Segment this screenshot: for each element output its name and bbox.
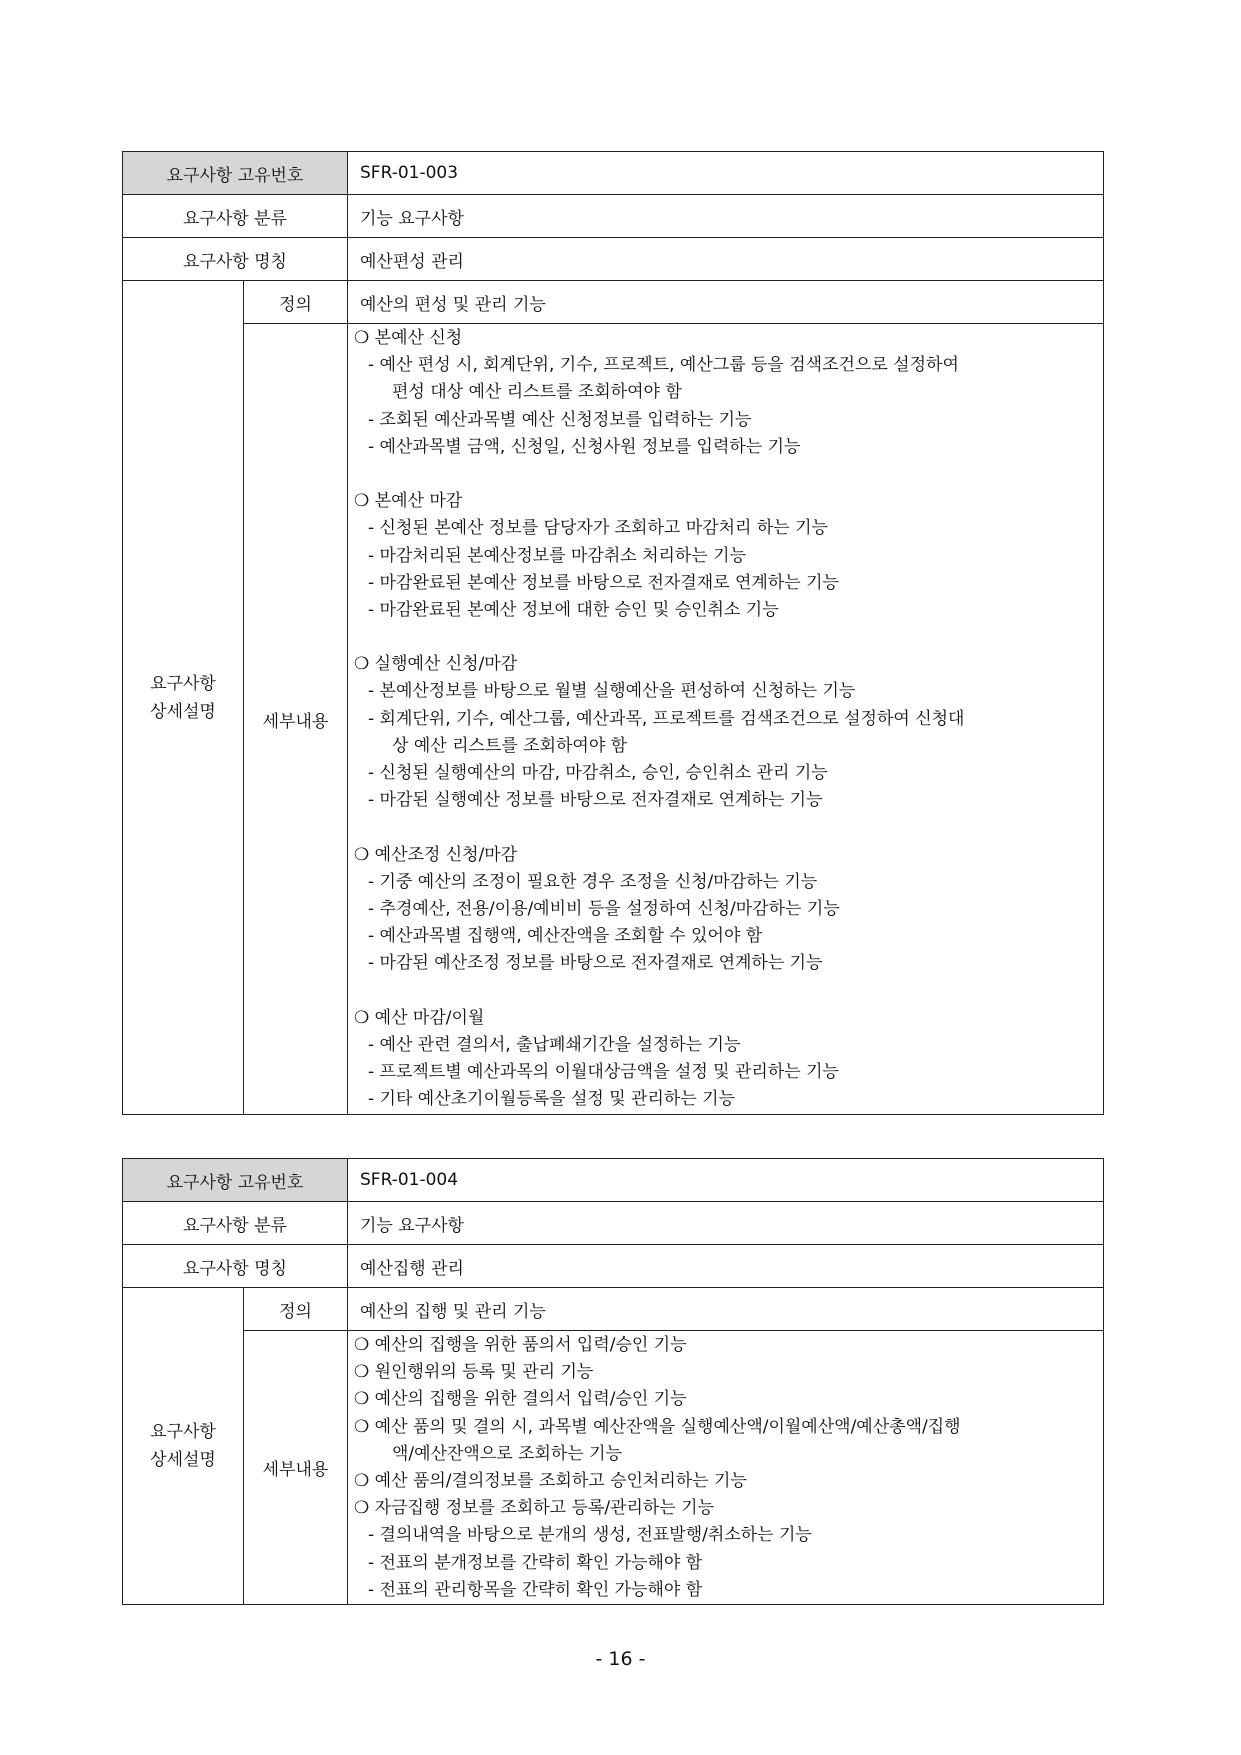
definition-label: 정의 (244, 1288, 348, 1331)
name-label: 요구사항 명칭 (123, 1245, 348, 1288)
detail-line: - 회계단위, 기수, 예산그룹, 예산과목, 프로젝트를 검색조건으로 설정하여 신청대 (368, 708, 965, 729)
detail-line: - 결의내역을 바탕으로 분개의 생성, 전표발행/취소하는 기능 (368, 1525, 812, 1546)
id-label: 요구사항 고유번호 (123, 152, 348, 195)
detail-line: - 추경예산, 전용/이용/예비비 등을 설정하여 신청/마감하는 기능 (368, 898, 840, 919)
detail-line: - 전표의 분개정보를 간략히 확인 가능해야 함 (368, 1552, 703, 1573)
detail-line: - 본예산정보를 바탕으로 월별 실행예산을 편성하여 신청하는 기능 (368, 681, 856, 702)
category-value: 기능 요구사항 (348, 1202, 1104, 1245)
blank-line (354, 461, 1103, 488)
detail-label (123, 281, 244, 1115)
detail-line: - 기타 예산초기이월등록을 설정 및 관리하는 기능 (368, 1089, 735, 1110)
bullet-item: ❍ 예산의 집행을 위한 품의서 입력/승인 기능 (354, 1335, 687, 1355)
bullet-item: ❍ 본예산 신청 (354, 328, 463, 348)
blank-line (354, 814, 1103, 841)
detail-line: - 프로젝트별 예산과목의 이월대상금액을 설정 및 관리하는 기능 (368, 1062, 839, 1083)
name-label: 요구사항 명칭 (123, 238, 348, 281)
bullet-item: ❍ 본예산 마감 (354, 491, 463, 512)
bullet-item: ❍ 원인행위의 등록 및 관리 기능 (354, 1362, 594, 1383)
bullet-item: ❍ 예산의 집행을 위한 결의서 입력/승인 기능 (354, 1389, 687, 1410)
detail-line: 액/예산잔액으로 조회하는 기능 (392, 1443, 623, 1464)
content-body (348, 1331, 1104, 1605)
detail-line: 편성 대상 예산 리스트를 조회하여야 함 (392, 382, 682, 403)
category-label: 요구사항 분류 (123, 1202, 348, 1245)
blank-line (354, 978, 1103, 1005)
detail-label (123, 1288, 244, 1605)
definition-label: 정의 (244, 281, 348, 324)
bullet-item: ❍ 실행예산 신청/마감 (354, 654, 518, 675)
name-value: 예산집행 관리 (348, 1245, 1104, 1288)
category-value: 기능 요구사항 (348, 195, 1104, 238)
content-label: 세부내용 (244, 1331, 348, 1605)
detail-line: - 예산 관련 결의서, 출납폐쇄기간을 설정하는 기능 (368, 1034, 741, 1055)
name-value: 예산편성 관리 (348, 238, 1104, 281)
detail-line: - 마감완료된 본예산 정보에 대한 승인 및 승인취소 기능 (368, 599, 779, 620)
definition-value: 예산의 편성 및 관리 기능 (348, 281, 1104, 324)
bullet-item: ❍ 예산 마감/이월 (354, 1007, 485, 1028)
content-label: 세부내용 (244, 324, 348, 1115)
detail-line: - 조회된 예산과목별 예산 신청정보를 입력하는 기능 (368, 409, 752, 430)
detail-line: - 예산과목별 집행액, 예산잔액을 조회할 수 있어야 함 (368, 926, 763, 947)
detail-line: - 마감된 예산조정 정보를 바탕으로 전자결재로 연계하는 기능 (368, 953, 823, 974)
detail-line: - 마감된 실행예산 정보를 바탕으로 전자결재로 연계하는 기능 (368, 790, 823, 811)
category-label: 요구사항 분류 (123, 195, 348, 238)
detail-line: - 예산과목별 금액, 신청일, 신청사원 정보를 입력하는 기능 (368, 436, 801, 457)
bullet-item: ❍ 예산 품의 및 결의 시, 과목별 예산잔액을 실행예산액/이월예산액/예산총액/집행 (354, 1416, 961, 1437)
content-body (348, 324, 1104, 1115)
blank-line (354, 624, 1103, 651)
id-value: SFR-01-004 (348, 1159, 1104, 1202)
page-number: - 16 - (595, 1648, 646, 1670)
bullet-item: ❍ 예산 품의/결의정보를 조회하고 승인처리하는 기능 (354, 1470, 747, 1491)
detail-line: 상 예산 리스트를 조회하여야 함 (392, 735, 628, 756)
detail-label-text: 요구사항 상세설명 (150, 673, 216, 722)
id-label: 요구사항 고유번호 (123, 1159, 348, 1202)
detail-line: - 마감완료된 본예산 정보를 바탕으로 전자결재로 연계하는 기능 (368, 572, 839, 593)
detail-line: - 예산 편성 시, 회계단위, 기수, 프로젝트, 예산그룹 등을 검색조건으로 설정하여 (368, 355, 959, 376)
definition-value: 예산의 집행 및 관리 기능 (348, 1288, 1104, 1331)
detail-line: - 전표의 관리항목을 간략히 확인 가능해야 함 (368, 1579, 703, 1600)
detail-label-text: 요구사항 상세설명 (150, 1421, 216, 1470)
detail-line: - 마감처리된 본예산정보를 마감취소 처리하는 기능 (368, 545, 747, 566)
detail-line: - 신청된 실행예산의 마감, 마감취소, 승인, 승인취소 관리 기능 (368, 763, 828, 783)
requirement-table-1 (122, 151, 1104, 1115)
detail-line: - 신청된 본예산 정보를 담당자가 조회하고 마감처리 하는 기능 (368, 518, 828, 539)
bullet-item: ❍ 예산조정 신청/마감 (354, 844, 518, 865)
id-value: SFR-01-003 (348, 152, 1104, 195)
detail-line: - 기중 예산의 조정이 필요한 경우 조정을 신청/마감하는 기능 (368, 871, 818, 892)
bullet-item: ❍ 자금집행 정보를 조회하고 등록/관리하는 기능 (354, 1498, 715, 1519)
requirement-table-2 (122, 1158, 1104, 1605)
